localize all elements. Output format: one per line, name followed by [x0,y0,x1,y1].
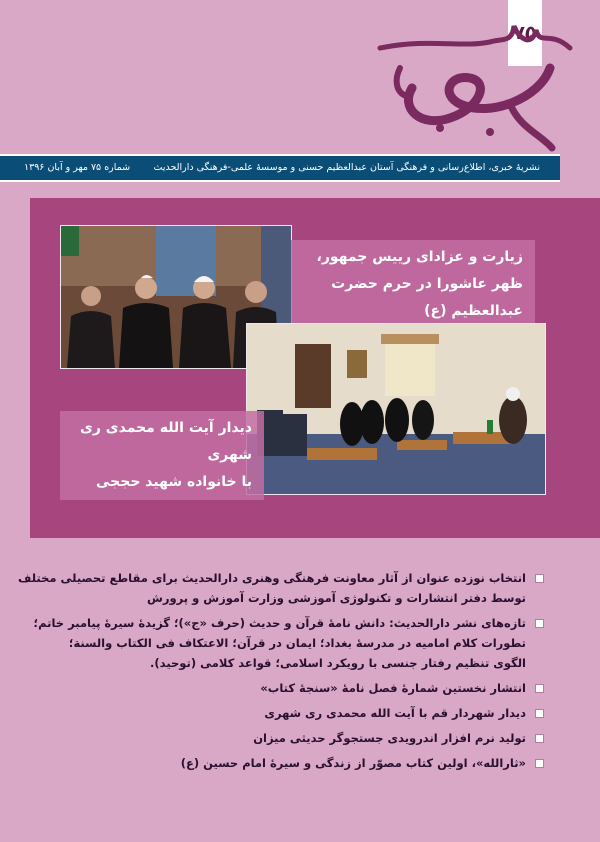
news-item [36,753,544,773]
issue-info: شماره ۷۵ مهر و آبان ۱۳۹۶ [24,162,131,173]
news-list [18,568,544,778]
caption-1-line-1: زیارت و عزادای رییس جمهور، [316,249,523,265]
bullet-icon [535,684,544,693]
bullet-icon [535,619,544,628]
feature-photo-2 [246,323,546,495]
info-band [0,154,560,182]
caption-2-line-1: دیدار آیت الله محمدی ری شهری [80,420,252,463]
bullet-icon [535,734,544,743]
news-item [36,703,544,723]
tagline: نشریهٔ خبری، اطلاع‌رسانی و فرهنگی آستان عبدالعظیم حسنی و موسسهٔ علمی-فرهنگی دارالحدیث [153,162,540,173]
news-line: دیدار شهردار قم با آیت الله محمدی ری شهری [264,706,526,720]
news-line: تولید نرم افزار اندرویدی جستجوگر حدیثی میزان [253,731,526,745]
news-line: انتخاب نوزده عنوان از آثار معاونت فرهنگی وهنری دارالحدیث برای مقاطع تحصیلی مختلف [18,571,526,585]
news-line: انتشار نخستین شمارهٔ فصل نامهٔ «سنجهٔ کتاب» [260,681,526,695]
news-item [33,613,544,673]
news-line: «ثارالله»، اولین کتاب مصوّر از زندگی و سیرهٔ امام حسین (ع) [180,756,526,770]
news-item [18,568,544,608]
caption-1-line-2: ظهر عاشورا در حرم حضرت عبدالعظیم (ع) [331,276,523,319]
feature-caption-2 [60,411,264,500]
bullet-icon [535,759,544,768]
news-line: تازه‌های نشر دارالحدیث: دانش نامهٔ قرآن و حدیث (حرف «ج»)؛ گزیدهٔ سیرهٔ پیامبر خاتم؛ [33,616,526,630]
news-line: الگوی تنظیم رفتار جنسی با رویکرد اسلامی؛ قواعد کلامی (توحید). [150,656,526,670]
bullet-icon [535,574,544,583]
caption-2-line-2: با خانواده شهید حججی [95,474,252,490]
news-item [36,678,544,698]
issue-number: ۷۵ [513,22,537,44]
news-line: توسط دفتر انتشارات و تکنولوژی آموزشی وزارت آموزش و پرورش [146,591,526,605]
news-item [36,728,544,748]
news-line: تطورات کلام امامیه در مدرسهٔ بغداد؛ ایمان در قرآن؛ الاعتکاف فی الکتاب والسنة؛ [68,636,526,650]
feature-caption-1 [291,240,535,329]
bullet-icon [535,709,544,718]
magazine-logo [340,8,580,158]
